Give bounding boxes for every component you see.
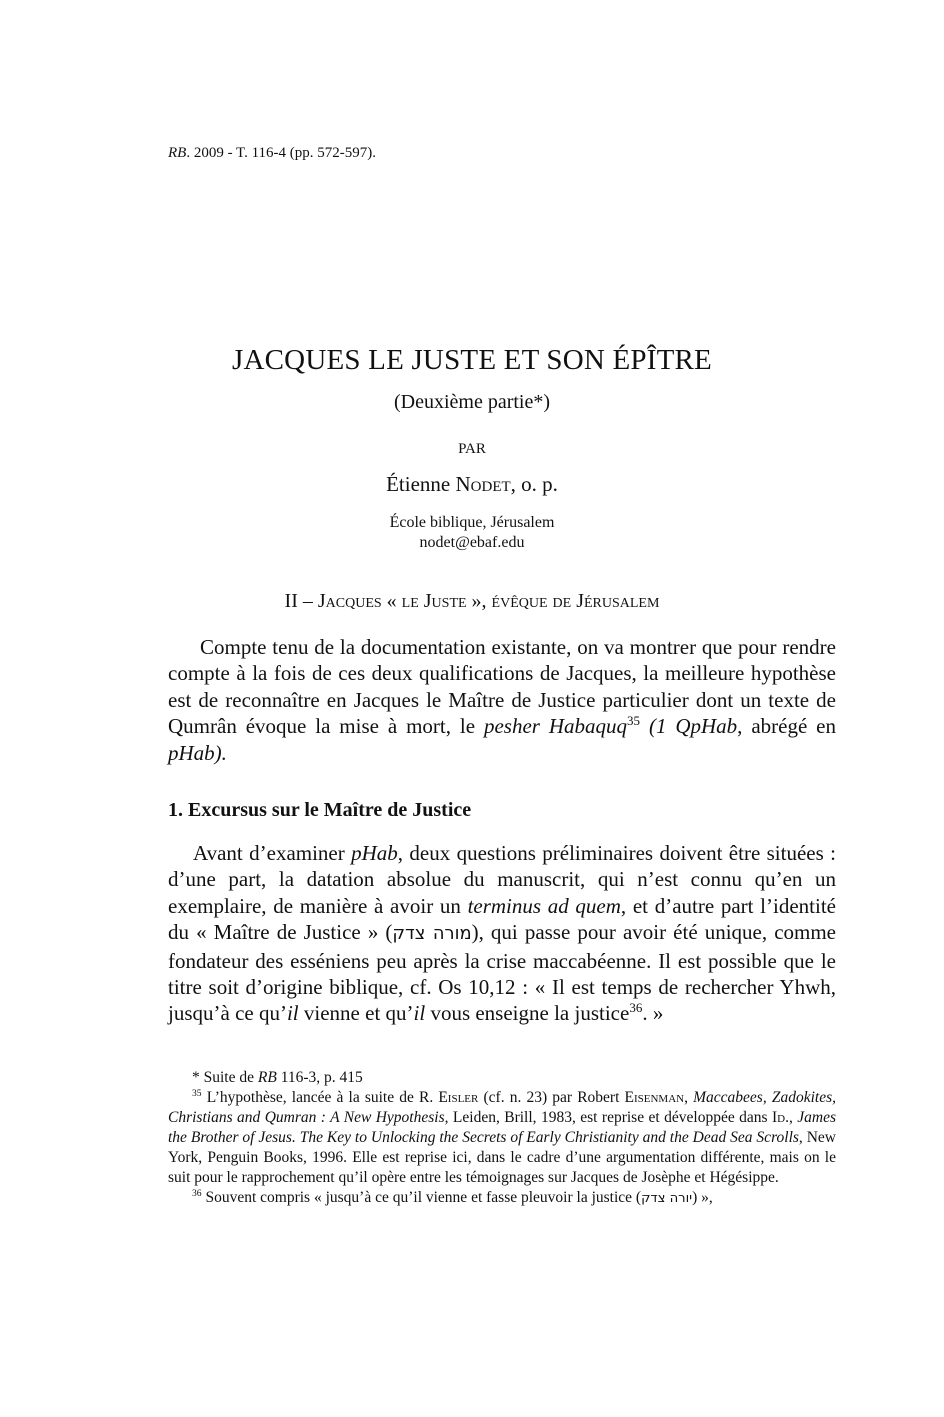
text-run: . »: [642, 1001, 664, 1026]
author-suffix: , o. p.: [510, 472, 558, 496]
text-run: vous enseigne la justice: [425, 1001, 630, 1026]
article-subtitle: (Deuxième partie*): [393, 391, 551, 413]
text-run: Suite de: [199, 1069, 258, 1086]
hebrew-text: מורה צדק: [392, 923, 472, 945]
author-name: [0, 472, 944, 497]
text-run: , Leiden, Brill, 1983, est reprise et développée dans: [444, 1109, 772, 1126]
italic-run: terminus ad quem: [467, 893, 621, 918]
italic-run: (1 QpHab: [640, 714, 738, 739]
italic-run: Maccabees, Zadokites, Christians and Qumran : A New Hypothesis: [168, 1089, 836, 1126]
affiliation-block: [0, 513, 944, 553]
smallcaps-run: Id: [771, 1109, 786, 1126]
footnotes: [168, 1068, 836, 1209]
text-run: (cf. n. 23) par Robert: [478, 1089, 625, 1106]
subsection-heading: 1. Excursus sur le Maître de Justice: [168, 799, 472, 821]
text-run: L’hypothèse, lancée à la suite de R.: [201, 1089, 439, 1106]
text-run: Souvent compris « jusqu’à ce qu’il vienne et fasse pleuvoir la justice (: [201, 1189, 642, 1206]
text-run: Compte tenu de la documentation existante, on va montrer que pour rendre compte à la fois de ces deux qualifications de Jacques, la meilleure hypothèse est de reconnaître en Jacques le Maître de Justice particulier dont un texte de Qumrân évoque la mise à mort, le: [168, 635, 836, 739]
section-heading: II – Jacques « le Juste », évêque de Jérusalem: [284, 590, 660, 612]
text-run: 116-3, p. 415: [276, 1069, 363, 1086]
smallcaps-run: Eisler: [438, 1089, 479, 1106]
italic-run: il: [286, 1001, 299, 1026]
text-run: , New York, Penguin Books, 1996. Elle est reprise ici, dans le cadre d’une argumentation différente, mais on le suit pour le rapprochement qu’il opère entre les témoignages sur Jacques de Josèphe et Hégésippe.: [168, 1129, 836, 1186]
italic-run: pHab: [351, 841, 398, 865]
italic-run: RB: [257, 1069, 277, 1086]
text-run: vienne et qu’: [298, 1001, 414, 1026]
footnote-mark: *: [192, 1069, 200, 1086]
text-run: ,: [684, 1089, 694, 1106]
author-last-name: Nodet: [455, 472, 511, 496]
smallcaps-run: Eisenman: [624, 1089, 685, 1106]
footnote-35: [168, 1088, 836, 1188]
footnote-number: 35: [192, 1087, 202, 1099]
hebrew-text: יורה צדק: [641, 1191, 693, 1206]
footnote-number: 36: [192, 1187, 202, 1199]
paragraph-2: [168, 840, 836, 1027]
text-run: , abrégé en: [737, 714, 836, 739]
running-head: [168, 145, 376, 162]
text-run: ) »,: [692, 1189, 713, 1206]
footnote-ref-36: 36: [629, 1000, 643, 1016]
author-first-name: Étienne: [386, 472, 456, 496]
italic-run: James the Brother of Jesus. The Key to Unlocking the Secrets of Early Christianity and the Dead Sea Scrolls: [168, 1109, 837, 1146]
paragraph-1: [168, 634, 836, 766]
text-run: , deux questions préliminaires doivent être situées : d’une part, la datation absolue du manuscrit, qui n’est connu qu’en un exemplaire, de manière à avoir un: [168, 841, 836, 918]
byline-par: PAR: [458, 441, 486, 457]
text-run: , et d’autre part l’identité du « Maître de Justice » (: [168, 893, 836, 945]
footnote-star: [168, 1068, 836, 1088]
text-run: .,: [785, 1109, 798, 1126]
italic-run: il: [413, 1001, 426, 1026]
text-run: Avant d’examiner: [193, 841, 352, 865]
journal-abbrev: RB: [168, 145, 187, 161]
affiliation: École biblique, Jérusalem: [389, 514, 555, 531]
italic-run: pHab).: [168, 740, 227, 765]
article-title: JACQUES LE JUSTE ET SON ÉPÎTRE: [232, 344, 712, 376]
footnote-36: [168, 1188, 836, 1209]
author-email: nodet@ebaf.edu: [419, 534, 525, 551]
text-run: ), qui passe pour avoir été unique, comme fondateur des esséniens peu après la crise maccabéenne. Il est possible que le titre soit d’origine biblique, cf. Os 10,12 : « Il est temps de rechercher Yhwh, jusqu’à ce qu’: [168, 920, 836, 1026]
issue-info: . 2009 - T. 116-4 (pp. 572-597).: [186, 145, 377, 161]
italic-run: pesher Habaquq: [483, 714, 628, 739]
footnote-ref-35: 35: [627, 713, 641, 729]
